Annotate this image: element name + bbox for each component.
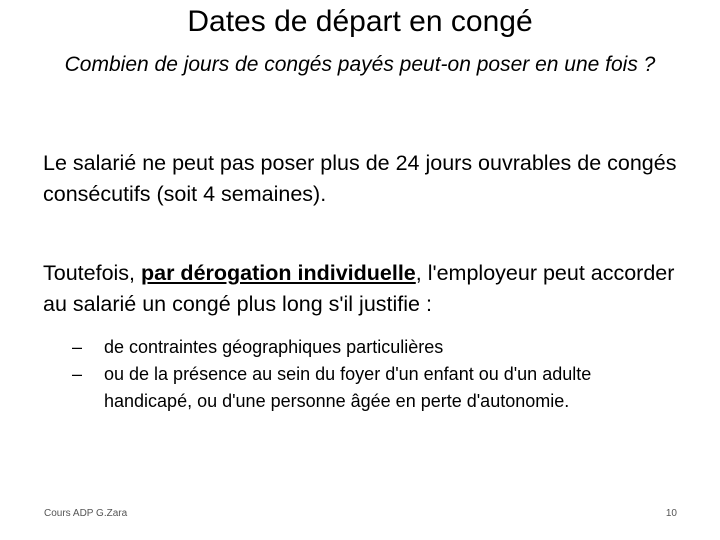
footer-author: Cours ADP G.Zara [44, 508, 128, 519]
paragraph-derogation [43, 258, 683, 320]
justification-list [72, 334, 672, 415]
dash-bullet: – [72, 364, 83, 384]
list-item [72, 334, 672, 361]
list-item [72, 361, 672, 415]
slide-title: Dates de départ en congé [187, 5, 533, 38]
list-item-text: ou de la présence au sein du foyer d'un enfant ou d'un adulte handicapé, ou d'une personne âgée en perte d'autonomie. [104, 364, 592, 411]
dash-bullet: – [72, 337, 83, 357]
paragraph-max-consecutive-days: Le salarié ne peut pas poser plus de 24 jours ouvrables de congés consécutifs (soit 4 semaines). [43, 151, 677, 206]
paragraph-derogation-rest: , l'employeur peut accorder au salarié un congé plus long s'il justifie : [43, 261, 675, 316]
derogation-emphasis: par dérogation individuelle [141, 261, 416, 285]
list-item-text: de contraintes géographiques particulières [104, 337, 444, 357]
page-number: 10 [665, 508, 677, 519]
slide-subtitle: Combien de jours de congés payés peut-on poser en une fois ? [64, 53, 656, 76]
paragraph-derogation-intro: Toutefois, [43, 261, 141, 285]
